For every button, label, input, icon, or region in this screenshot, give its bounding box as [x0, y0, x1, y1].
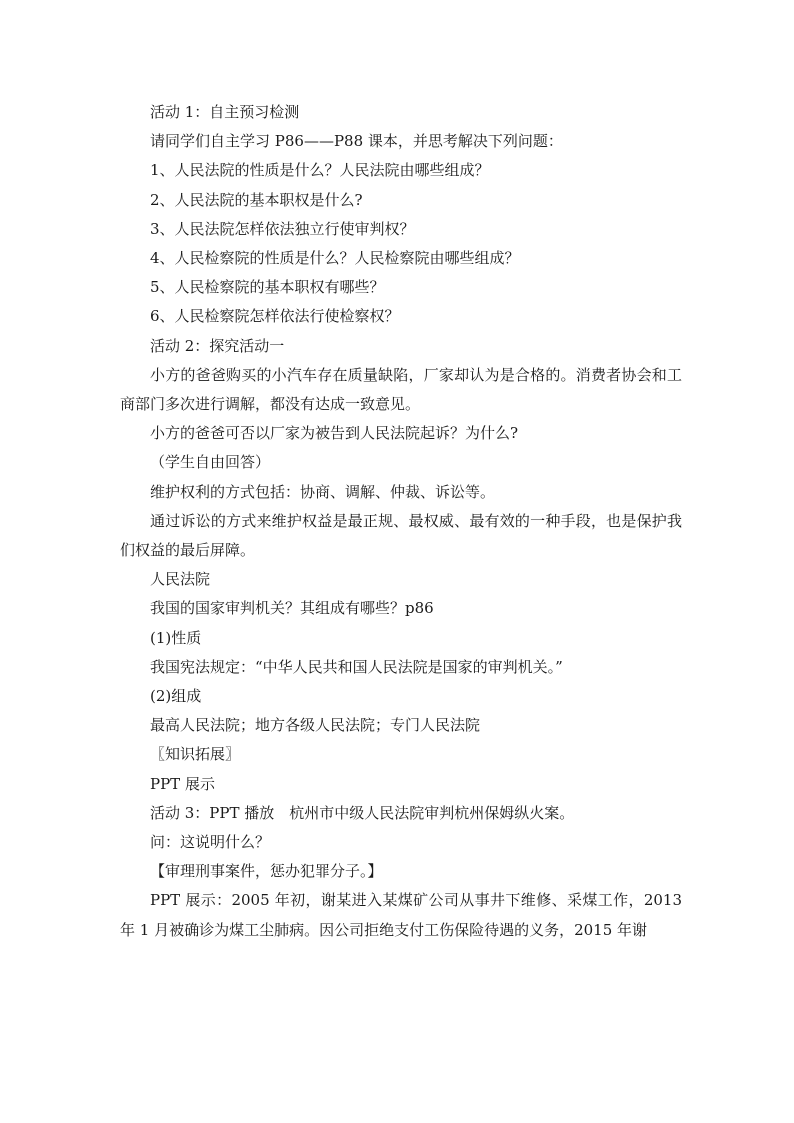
activity-1-heading: 活动 1：自主预习检测 — [150, 103, 300, 121]
question-5: 5、人民检察院的基本职权有哪些？ — [150, 278, 385, 297]
ppt-display-label: PPT 展示 — [150, 774, 215, 793]
people-court-heading: 人民法院 — [150, 570, 211, 589]
question-3: 3、人民法院怎样依法独立行使审判权？ — [150, 219, 415, 238]
court-question: 我国的国家审判机关？其组成有哪些？p86 — [150, 599, 434, 618]
question-4: 4、人民检察院的性质是什么？人民检察院由哪些组成？ — [150, 249, 520, 268]
question-2: 2、人民法院的基本职权是什么? — [150, 190, 363, 209]
composition-subheading: (2)组成 — [150, 687, 202, 706]
nature-subheading: (1)性质 — [150, 628, 202, 647]
case-question: 小方的爸爸可否以厂家为被告到人民法院起诉？为什么? — [150, 424, 519, 443]
document-body — [120, 98, 682, 945]
criminal-cases-answer: 【审理刑事案件，惩办犯罪分子。】 — [150, 862, 383, 881]
constitution-quote: 我国宪法规定：“中华人民共和国人民法院是国家的审判机关。” — [150, 657, 563, 676]
composition-list: 最高人民法院；地方各级人民法院；专门人民法院 — [150, 716, 481, 735]
case-paragraph: 小方的爸爸购买的小汽车存在质量缺陷，厂家却认为是合格的。消费者协会和工商部门多次进行调解，都没有达成一致意见。 — [120, 365, 682, 414]
rights-methods-paragraph: 维护权利的方式包括：协商、调解、仲裁、诉讼等。 — [150, 482, 496, 501]
ppt-case-paragraph: PPT 展示：2005 年初，谢某进入某煤矿公司从事井下维修、采煤工作，2013 年 1 月被确诊为煤工尘肺病。因公司拒绝支付工伤保险待遇的义务，2015 年谢 — [120, 891, 682, 939]
instruction-paragraph: 请同学们自主学习 P86——P88 课本，并思考解决下列问题： — [150, 132, 563, 151]
activity-3-paragraph: 活动 3：PPT 播放 杭州市中级人民法院审判杭州保姆纵火案。 — [150, 803, 575, 822]
question-6: 6、人民检察院怎样依法行使检察权？ — [150, 307, 400, 326]
student-answer-note: （学生自由回答） — [150, 453, 271, 472]
litigation-paragraph: 通过诉讼的方式来维护权益是最正规、最权威、最有效的一种手段，也是保护我们权益的最后屏障。 — [120, 511, 682, 560]
question-1: 1、人民法院的性质是什么？人民法院由哪些组成？ — [150, 161, 490, 180]
knowledge-extension-heading: 〖知识拓展〗 — [150, 745, 241, 764]
question-what-does-it-show: 问：这说明什么？ — [150, 833, 271, 852]
activity-2-heading: 活动 2：探究活动一 — [150, 336, 285, 355]
